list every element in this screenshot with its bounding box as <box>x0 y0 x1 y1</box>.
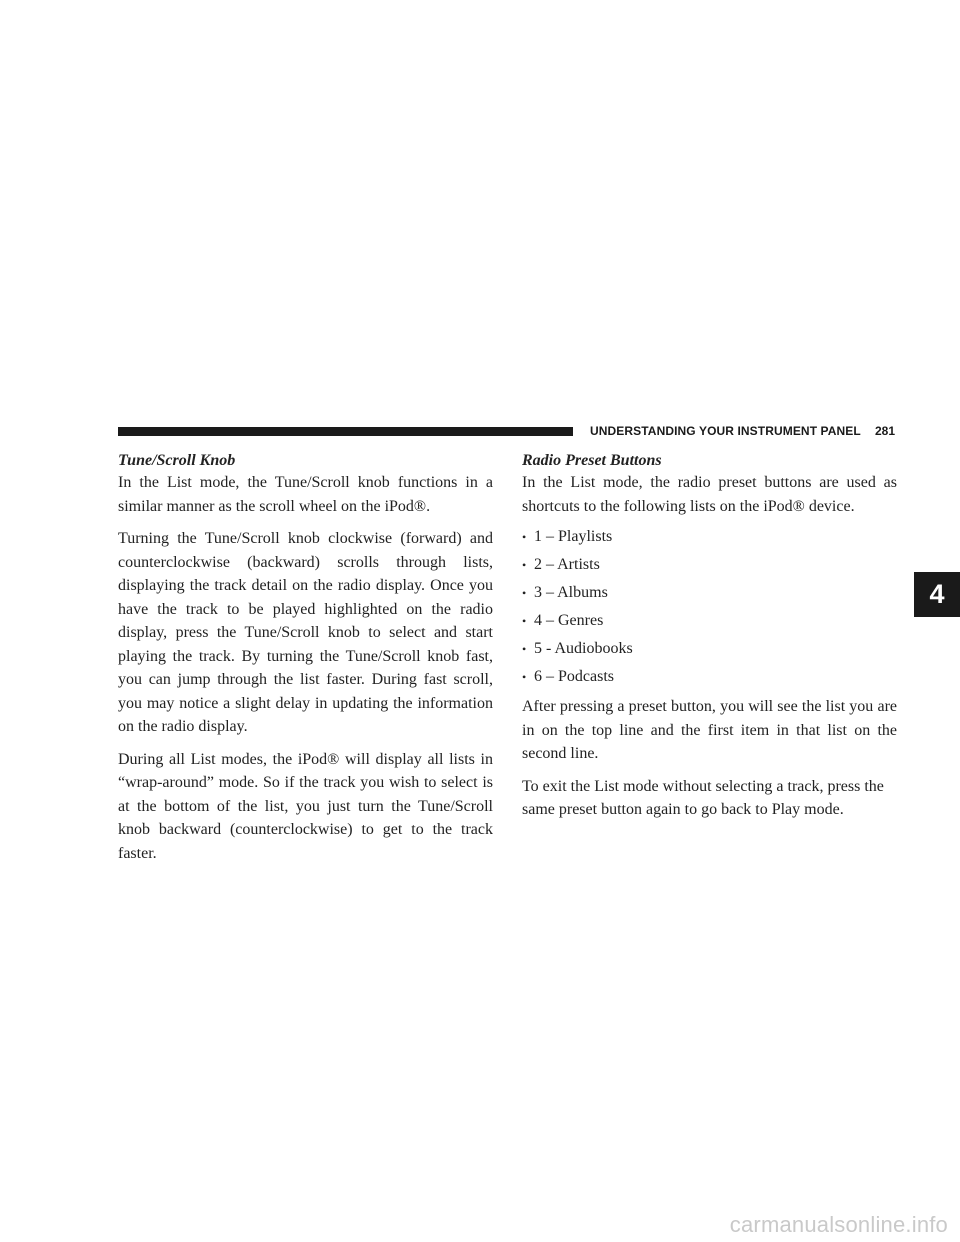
list-item: • 5 - Audiobooks <box>522 640 633 657</box>
bullet-icon: • <box>522 614 527 628</box>
list-item: • 6 – Podcasts <box>522 668 614 685</box>
chapter-tab: 4 <box>914 572 960 617</box>
bullet-icon: • <box>522 530 527 544</box>
list-item: • 2 – Artists <box>522 556 600 573</box>
paragraph: In the List mode, the Tune/Scroll knob functions in a similar manner as the scroll wheel on the iPod®. <box>118 474 493 515</box>
list-item: • 4 – Genres <box>522 612 604 629</box>
left-column <box>118 451 493 874</box>
paragraph: During all List modes, the iPod® will display all lists in “wrap-around” mode. So if the track you wish to select is at the bottom of the list, you just turn the Tune/Scroll knob backward (counterclockwise) to get to the track faster. <box>118 750 493 862</box>
right-column <box>522 451 897 831</box>
bullet-icon: • <box>522 642 527 656</box>
paragraph: Turning the Tune/Scroll knob clockwise (forward) and counterclockwise (backward) scrolls through lists, displaying the track detail on the radio display. Once you have the track to be played highlighted on the radio display, press the Tune/Scroll knob to select and start playing the track. By turning the Tune/Scroll knob fast, you can jump through the list faster. During fast scroll, you may notice a slight delay in updating the information on the radio display. <box>118 530 493 735</box>
paragraph: After pressing a preset button, you will see the list you are in on the top line and the first item in that list on the second line. <box>522 698 897 762</box>
bullet-icon: • <box>522 670 527 684</box>
section-heading-tune-scroll-knob: Tune/Scroll Knob <box>118 452 236 469</box>
list-item: • 3 – Albums <box>522 584 608 601</box>
list-item: • 1 – Playlists <box>522 528 613 545</box>
watermark: carmanualsonline.info <box>729 1212 948 1237</box>
section-heading-radio-preset-buttons: Radio Preset Buttons <box>522 452 662 469</box>
paragraph: To exit the List mode without selecting a track, press the same preset button again to go back to Play mode. <box>522 777 884 818</box>
paragraph: In the List mode, the radio preset buttons are used as shortcuts to the following lists on the iPod® device. <box>522 474 897 515</box>
bullet-icon: • <box>522 586 527 600</box>
page-number: 281 <box>875 424 896 438</box>
preset-list <box>522 527 897 687</box>
header-rule <box>118 427 573 436</box>
bullet-icon: • <box>522 558 527 572</box>
running-header-title: UNDERSTANDING YOUR INSTRUMENT PANEL <box>590 424 861 438</box>
